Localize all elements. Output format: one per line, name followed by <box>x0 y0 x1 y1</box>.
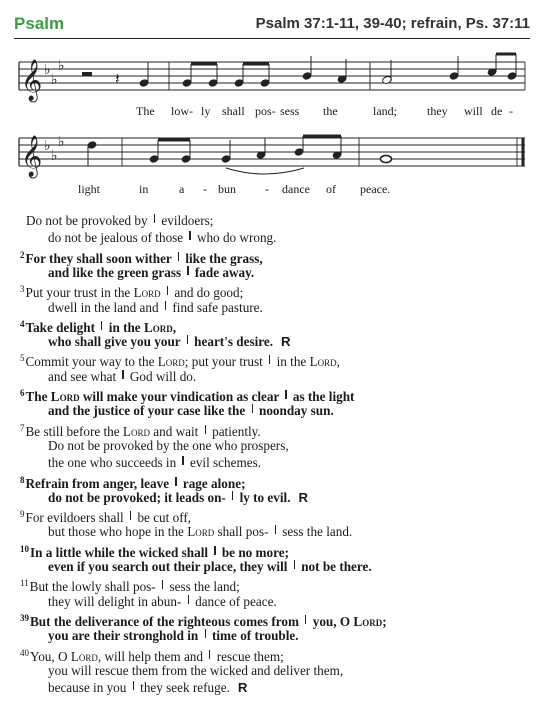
lyric-syllable: the <box>323 104 338 118</box>
verse-text: patiently. <box>208 423 261 439</box>
verse-text: not be there. <box>297 559 372 574</box>
music-staff-2 <box>14 126 530 186</box>
verse-number: 6 <box>20 388 25 398</box>
verse-text: In a little while the wicked shall <box>30 544 212 560</box>
verse-text: For evildoers shall <box>25 510 127 526</box>
half-rest <box>82 72 92 76</box>
verse-text: ; <box>382 613 387 629</box>
verse-number: 10 <box>20 543 29 554</box>
verse-text: God will do. <box>126 368 197 384</box>
verse-text: Do not be provoked by the one who prospers, <box>48 437 289 453</box>
verse-text: even if you search out their place, they will <box>48 559 291 574</box>
verse-text: Put your trust in the <box>25 285 134 301</box>
pointing-mark <box>275 525 276 534</box>
verse-text: Commit your way to the <box>25 354 158 370</box>
psalm-line <box>48 593 277 610</box>
verse-text: But the lowly shall pos- <box>29 579 159 595</box>
verse-text: will make your vindication as clear <box>79 389 283 404</box>
pointing-mark <box>167 286 168 295</box>
pointing-mark <box>305 615 306 624</box>
verse-number: 8 <box>20 474 25 485</box>
refrain-marker: R <box>298 489 309 505</box>
pointing-mark <box>187 335 188 344</box>
psalm-line <box>48 299 263 316</box>
treble-clef: 𝄞 <box>21 60 43 101</box>
lyric-syllable: in <box>139 182 149 196</box>
verse-text: Refrain from anger, leave <box>25 475 173 491</box>
verse-text: For they shall soon wither <box>25 250 175 266</box>
verse-number: 39 <box>20 612 29 623</box>
verse-text: find safe pasture. <box>169 299 263 315</box>
svg-text:♭: ♭ <box>51 148 58 164</box>
lyric-syllable: pos- <box>255 104 276 118</box>
pointing-mark <box>165 301 166 310</box>
lyric-syllable: - <box>509 104 513 118</box>
psalm-line <box>48 402 334 419</box>
pointing-mark <box>189 231 190 240</box>
verse-text: do not be jealous of those <box>48 230 187 246</box>
notes-measure-2 <box>182 56 347 87</box>
verse-text: rage alone; <box>179 475 246 491</box>
lyric-syllable: they <box>427 104 448 118</box>
verse-text: time of trouble. <box>208 628 299 644</box>
verse-text: rescue them; <box>213 648 284 664</box>
verse-text: in the <box>105 319 144 335</box>
lyric-syllable: de <box>491 104 503 118</box>
divine-name: Lord <box>309 354 337 370</box>
divine-name: Lord <box>70 648 98 664</box>
lyric-syllable: ly <box>201 104 211 118</box>
psalm-line <box>48 662 343 679</box>
pointing-mark <box>154 214 155 223</box>
verse-number: 4 <box>20 318 25 329</box>
header-rule <box>14 38 530 39</box>
verse-text: fade away. <box>191 264 255 280</box>
verse-number: 2 <box>20 249 25 260</box>
pointing-mark <box>182 456 183 465</box>
lyrics-line-1 <box>0 104 540 124</box>
verse-text: dance of peace. <box>191 593 277 609</box>
verse-text: sess the land; <box>166 579 240 595</box>
key-signature-flats <box>44 134 65 164</box>
verse-number: 5 <box>20 353 25 364</box>
verse-text: you will rescue them from the wicked and deliver them, <box>48 662 344 678</box>
verse-text: Take delight <box>25 319 99 335</box>
verse-text: but those who hope in the <box>48 524 188 540</box>
verse-text: Be still before the <box>25 423 123 439</box>
lyric-syllable: will <box>464 104 483 118</box>
pointing-mark <box>252 404 253 413</box>
notes-line-2 <box>87 136 391 174</box>
verse-text: in the <box>273 354 310 370</box>
psalm-line <box>48 679 247 696</box>
lyric-syllable: - <box>265 182 269 196</box>
lyric-syllable: light <box>78 182 101 196</box>
pointing-mark <box>130 511 131 520</box>
lyric-syllable: bun <box>218 182 236 196</box>
pointing-mark <box>187 266 188 275</box>
pointing-mark <box>232 491 233 500</box>
pointing-mark <box>122 370 123 379</box>
lyric-syllable: low- <box>171 104 193 118</box>
refrain-marker: R <box>281 334 291 350</box>
pointing-mark <box>188 595 189 604</box>
verse-text: be no more; <box>218 544 289 560</box>
pointing-mark <box>205 425 206 434</box>
lyric-syllable: sess <box>280 104 300 118</box>
verse-number: 7 <box>20 422 25 433</box>
psalm-line <box>48 437 289 454</box>
notes-measure-1 <box>139 62 149 87</box>
quarter-rest: 𝄽 <box>115 71 120 88</box>
verse-text: they will delight in abun- <box>48 593 185 609</box>
lyrics-line-2 <box>0 182 540 202</box>
lyric-syllable: - <box>203 182 207 196</box>
psalm-line <box>48 627 299 644</box>
verse-text: You, O <box>30 648 71 664</box>
pointing-mark <box>294 560 295 569</box>
pointing-mark <box>133 681 134 690</box>
psalm-line <box>48 229 276 246</box>
lyric-syllable: land; <box>373 104 397 118</box>
pointing-mark <box>101 321 102 330</box>
music-staff-1 <box>14 50 530 110</box>
lyric-syllable: shall <box>222 104 245 118</box>
svg-text:♭: ♭ <box>58 134 65 150</box>
svg-text:♭: ♭ <box>51 72 58 88</box>
psalm-line <box>48 489 308 506</box>
pointing-mark <box>205 629 206 638</box>
verse-text: because in you <box>48 680 130 696</box>
divine-name: Lord <box>50 389 80 404</box>
verse-text: and see what <box>48 368 120 384</box>
divine-name: Lord <box>122 423 150 439</box>
verse-text: the one who succeeds in <box>48 455 180 471</box>
verse-text: they seek refuge. <box>136 680 230 696</box>
psalm-line <box>26 212 213 229</box>
verse-text: you are their stronghold in <box>48 628 202 644</box>
verse-text: like the grass, <box>182 250 263 266</box>
verse-text: and do good; <box>171 285 244 301</box>
verse-text: dwell in the land and <box>48 299 162 315</box>
psalm-line <box>48 333 291 350</box>
verse-text: who shall give you your <box>48 334 184 350</box>
verse-text: , <box>336 354 340 370</box>
divine-name: Lord <box>157 354 185 370</box>
verse-text: Do not be provoked by <box>26 213 151 228</box>
verse-text: sess the land. <box>278 524 353 540</box>
pointing-mark <box>285 390 286 399</box>
pointing-mark <box>175 477 176 486</box>
verse-text: ly to evil. <box>236 489 291 505</box>
verse-text: be cut off, <box>134 510 192 526</box>
verse-text: shall pos- <box>214 524 272 540</box>
verse-text: and the justice of your case like the <box>48 403 249 419</box>
verse-text: , will help them and <box>97 648 207 664</box>
svg-text:♭: ♭ <box>44 62 51 78</box>
psalm-line <box>48 264 254 281</box>
pointing-mark <box>209 650 210 659</box>
verse-number: 3 <box>20 284 25 295</box>
refrain-marker: R <box>237 680 248 696</box>
header <box>14 8 530 38</box>
verse-text: But the deliverance of the righteous comes from <box>30 613 303 629</box>
pointing-mark <box>269 355 270 364</box>
verse-text: do not be provoked; it leads on- <box>48 489 230 505</box>
verse-text: The <box>25 389 51 404</box>
key-signature-flats <box>44 58 65 88</box>
divine-name: Lord <box>187 524 215 540</box>
lyric-syllable: a <box>179 182 185 196</box>
psalm-reference: Psalm 37:1-11, 39-40; refrain, Ps. 37:11 <box>255 15 530 32</box>
verse-number: 40 <box>20 647 29 658</box>
psalm-line <box>48 523 352 540</box>
divine-name: Lord <box>133 285 161 301</box>
verse-text: heart's desire. <box>190 334 274 350</box>
psalm-line <box>48 558 372 575</box>
psalm-line <box>48 454 261 471</box>
verse-number: 9 <box>20 509 25 520</box>
lyric-syllable: of <box>326 182 336 196</box>
verse-text: noonday sun. <box>255 403 334 419</box>
verse-text: , <box>172 319 177 335</box>
verse-text: and wait <box>149 423 202 439</box>
divine-name: Lord <box>353 613 383 629</box>
verse-text: as the light <box>289 389 355 404</box>
pointing-mark <box>178 252 179 261</box>
verse-text: evil schemes. <box>186 455 262 471</box>
lyric-syllable: The <box>136 104 155 118</box>
pointing-mark <box>214 546 215 555</box>
verse-text: ; put your trust <box>184 354 267 370</box>
svg-text:♭: ♭ <box>44 138 51 154</box>
divine-name: Lord <box>143 319 173 335</box>
pointing-mark <box>162 580 163 589</box>
psalm-line <box>48 368 196 385</box>
verse-text: evildoers; <box>158 213 214 228</box>
verse-text: and like the green grass <box>48 264 185 280</box>
svg-text:♭: ♭ <box>58 58 65 74</box>
lyric-syllable: dance <box>282 182 310 196</box>
verse-number: 11 <box>20 578 29 589</box>
lyric-syllable: peace. <box>360 182 391 196</box>
treble-clef: 𝄞 <box>21 136 43 177</box>
section-label: Psalm <box>14 14 65 33</box>
verse-text: who do wrong. <box>193 230 277 246</box>
verse-text: you, O <box>309 613 354 629</box>
